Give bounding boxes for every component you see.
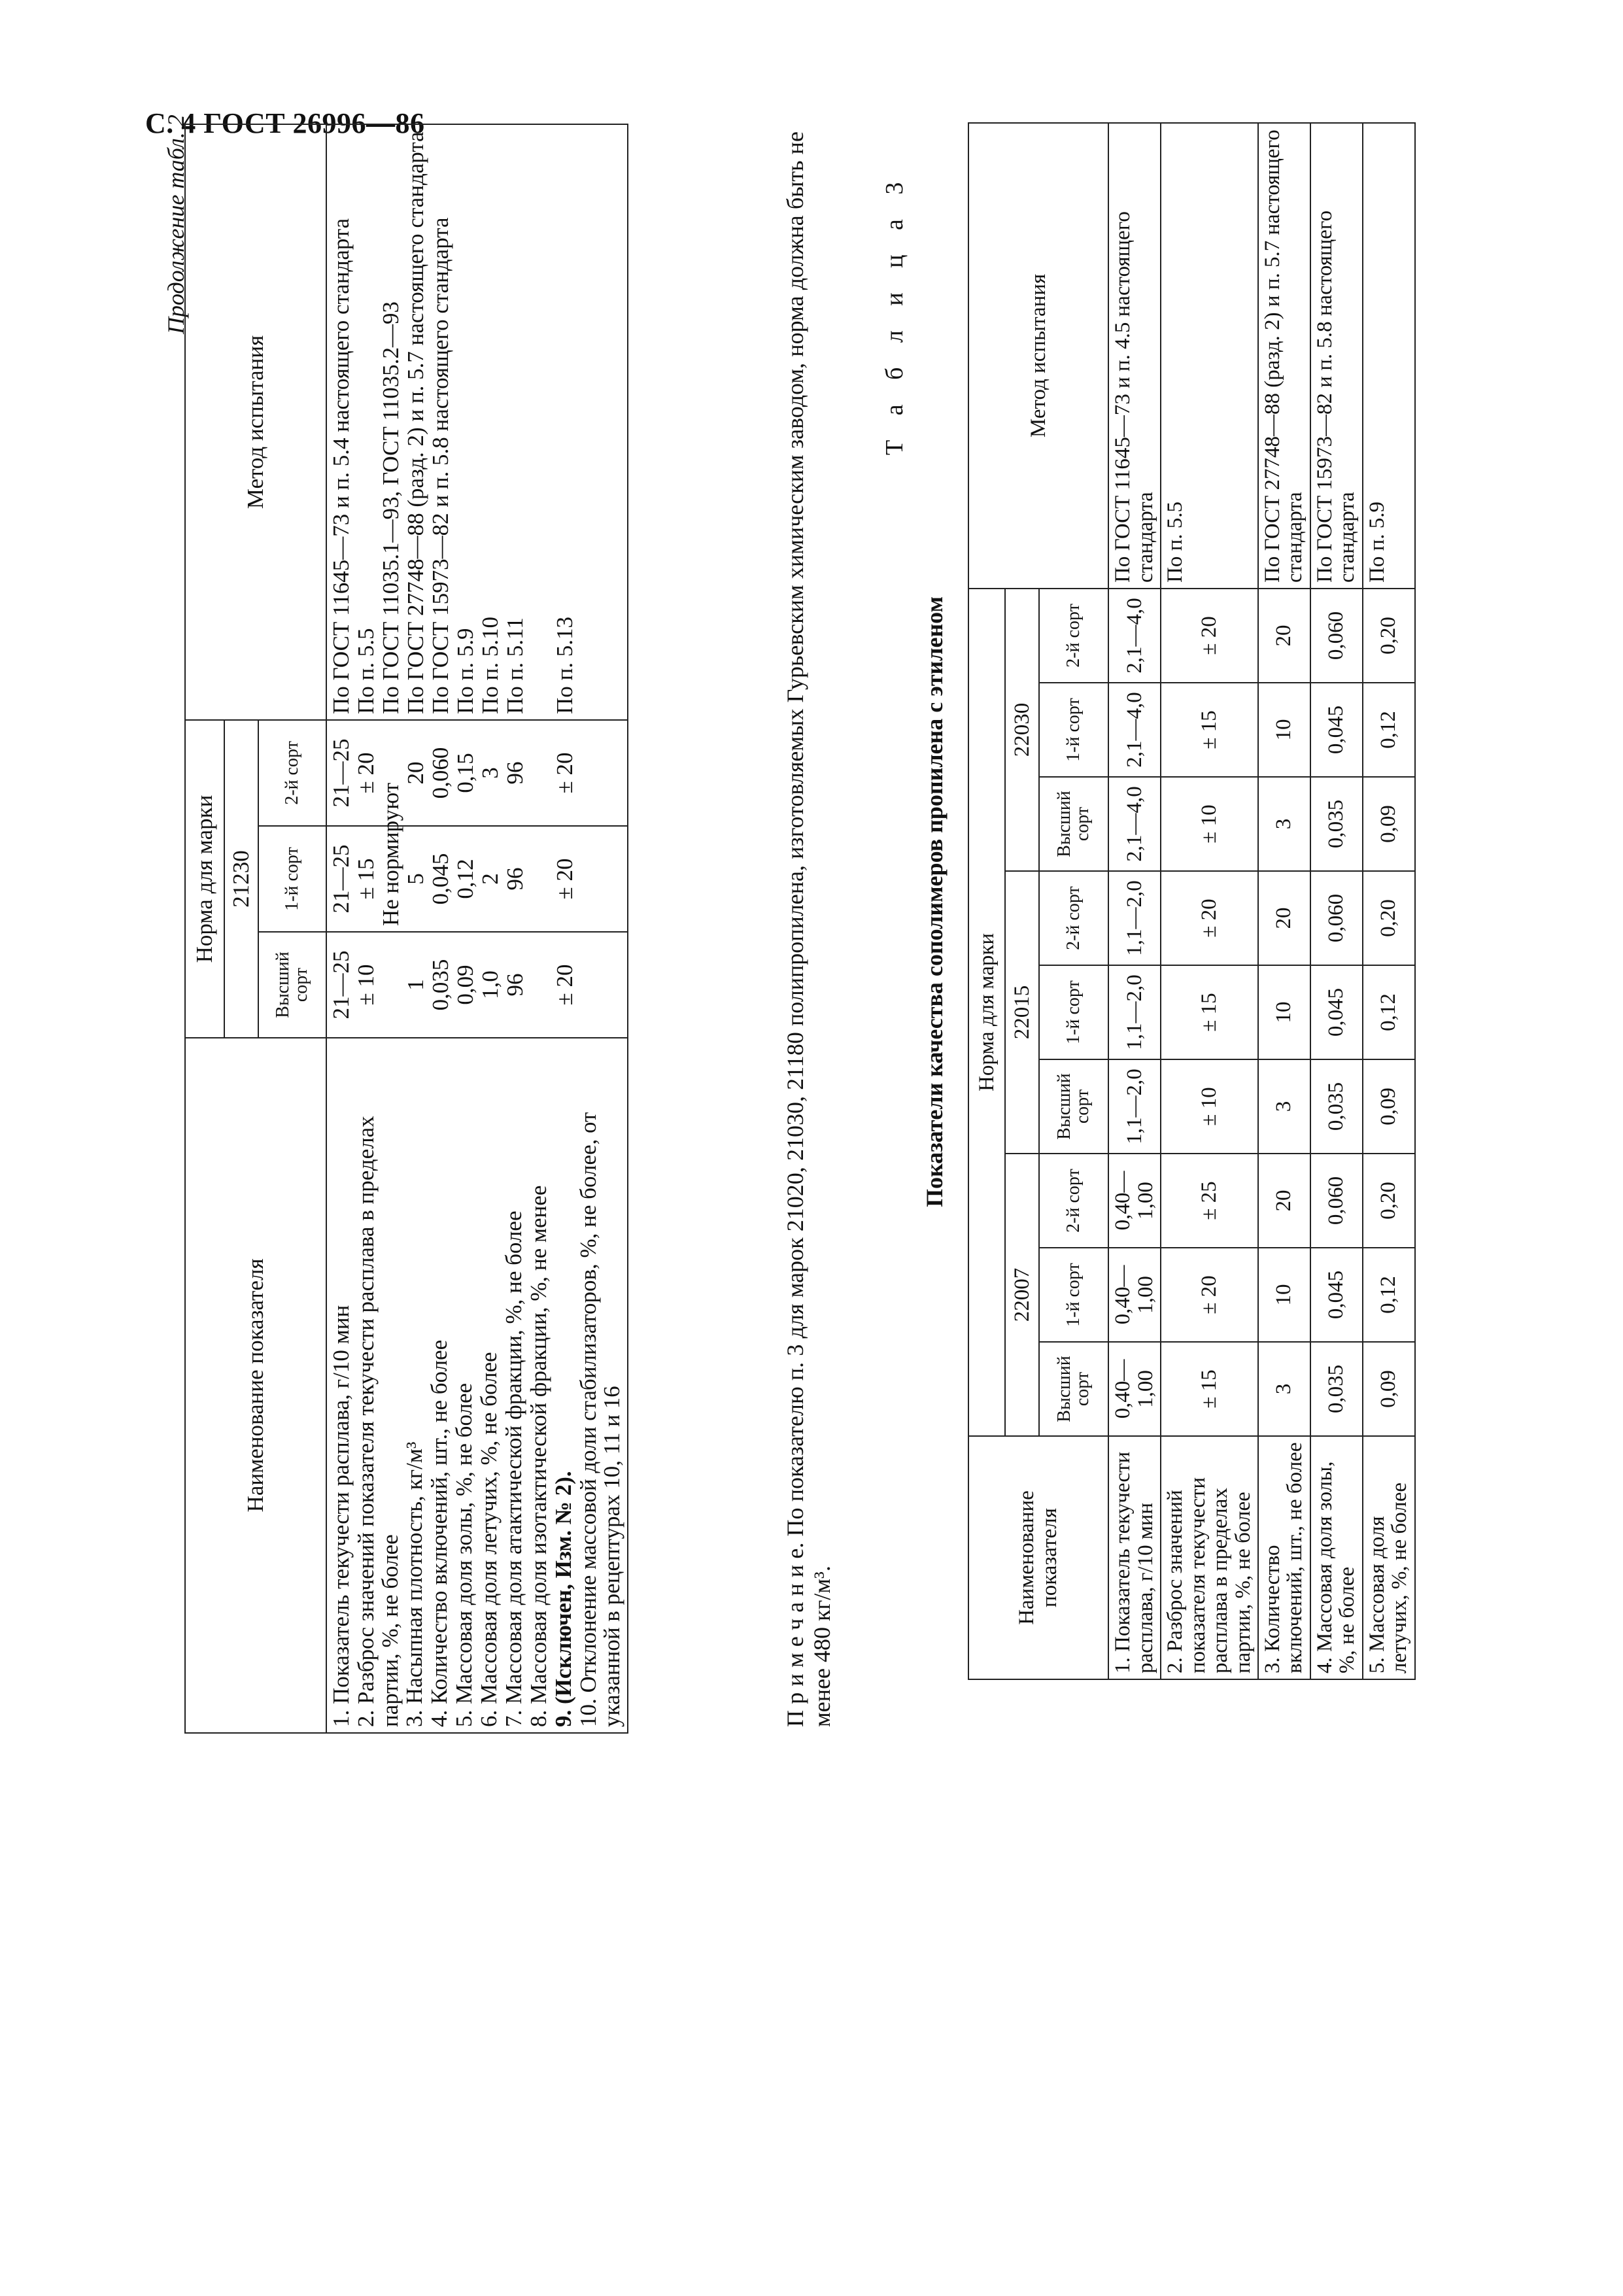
- t3-value: 20: [1258, 589, 1310, 683]
- t3-method: По ГОСТ 11645—73 и п. 4.5 настоящего стандарта: [1108, 123, 1161, 589]
- t3-sort: 2-й сорт: [1039, 871, 1108, 965]
- t3-value: 0,045: [1310, 683, 1363, 777]
- t3-value: 2,1—4,0: [1108, 683, 1161, 777]
- t2-method: По ГОСТ 11035.1—93, ГОСТ 11035.2—93: [378, 301, 403, 714]
- t2-val: ± 20: [552, 752, 577, 794]
- t2-row-name: 4. Количество включений, шт., не более: [426, 1339, 452, 1727]
- t2-val: [528, 726, 553, 820]
- t3-value: ± 20: [1161, 871, 1258, 965]
- t3-sort: 1-й сорт: [1039, 965, 1108, 1059]
- t2-val: 0,09: [453, 965, 478, 1005]
- t2-val: 0,15: [453, 753, 478, 793]
- table3-label: Т а б л и ц а 3: [881, 173, 908, 455]
- t2-method: По п. 5.13: [552, 616, 577, 714]
- t3-col-name: Наименование показателя: [968, 1436, 1108, 1679]
- t2-method: [528, 130, 553, 714]
- t2-val: 96: [502, 867, 528, 891]
- t2-val: 0,060: [428, 747, 453, 799]
- t3-sort: Высший сорт: [1039, 1342, 1108, 1436]
- t3-value: 0,12: [1363, 1248, 1415, 1342]
- t3-grade: 22030: [1005, 589, 1039, 871]
- table2: [184, 124, 628, 1734]
- table-row: [1310, 123, 1363, 1679]
- t2-sort-2: 2-й сорт: [258, 720, 326, 826]
- t2-val: 0,035: [428, 959, 453, 1011]
- t2-method: По п. 5.10: [477, 616, 503, 714]
- t3-row-name: 1. Показатель текучести расплава, г/10 мин: [1108, 1436, 1161, 1679]
- t3-method: По п. 5.5: [1161, 123, 1258, 589]
- t3-value: 0,20: [1363, 589, 1415, 683]
- table3-body: [1108, 123, 1415, 1679]
- t2-val: 21—25: [328, 738, 354, 808]
- table-row: [326, 124, 628, 1733]
- t3-sort: 2-й сорт: [1039, 1154, 1108, 1248]
- t3-value: 3: [1258, 777, 1310, 871]
- t3-value: 0,40—1,00: [1108, 1342, 1161, 1436]
- t3-sort: 1-й сорт: [1039, 1248, 1108, 1342]
- t3-value: 0,060: [1310, 589, 1363, 683]
- t3-value: 0,40—1,00: [1108, 1248, 1161, 1342]
- t3-value: ± 15: [1161, 965, 1258, 1059]
- table3-title: Показатели качества сополимеров пропилена с этиленом: [921, 596, 948, 1208]
- t2-sort-top: Высший сорт: [258, 932, 326, 1038]
- t3-value: ± 15: [1161, 683, 1258, 777]
- t2-val: 0,045: [428, 853, 453, 905]
- t2-method: По ГОСТ 27748—88 (разд. 2) и п. 5.7 настоящего стандарта: [403, 131, 428, 714]
- t2-row-name: 8. Массовая доля изотактической фракции, %, не менее: [525, 1185, 551, 1727]
- t2-merged-value: Не нормируют: [378, 782, 403, 926]
- t3-value: 10: [1258, 1248, 1310, 1342]
- t3-sort: Высший сорт: [1039, 777, 1108, 871]
- t2-val: [528, 832, 553, 926]
- table-row: [1161, 123, 1258, 1679]
- t2-method: По п. 5.11: [502, 617, 528, 714]
- t3-value: 1,1—2,0: [1108, 871, 1161, 965]
- t3-row-name: 4. Массовая доля золы, %, не более: [1310, 1436, 1363, 1679]
- t3-value: 0,20: [1363, 1154, 1415, 1248]
- t3-value: 3: [1258, 1342, 1310, 1436]
- t2-val: ± 20: [552, 858, 577, 900]
- t2-val: 5: [403, 873, 428, 885]
- t2-grade: 21230: [224, 720, 258, 1038]
- t3-value: 20: [1258, 871, 1310, 965]
- t3-value: 3: [1258, 1059, 1310, 1154]
- t3-value: 0,045: [1310, 965, 1363, 1059]
- t2-col-method: Метод испытания: [185, 124, 326, 720]
- t3-value: 0,035: [1310, 1342, 1363, 1436]
- t2-val: 96: [502, 973, 528, 997]
- t2-val: ± 20: [552, 964, 577, 1006]
- t3-value: ± 10: [1161, 777, 1258, 871]
- t3-value: 0,09: [1363, 1342, 1415, 1436]
- t2-val: 20: [403, 761, 428, 785]
- t3-value: 0,40—1,00: [1108, 1154, 1161, 1248]
- t3-row-name: 2. Разброс значений показателя текучести расплава в пределах партии, %, не более: [1161, 1436, 1258, 1679]
- t2-row-name: 1. Показатель текучести расплава, г/10 мин: [328, 1305, 354, 1727]
- t2-method: По ГОСТ 15973—82 и п. 5.8 настоящего стандарта: [428, 217, 453, 714]
- t2-col-norm: Норма для марки: [185, 720, 224, 1038]
- t2-sort-1: 1-й сорт: [258, 826, 326, 932]
- t3-value: 0,12: [1363, 683, 1415, 777]
- t3-method: По п. 5.9: [1363, 123, 1415, 589]
- t2-method: По ГОСТ 11645—73 и п. 5.4 настоящего стандарта: [328, 218, 354, 714]
- t2-val: [528, 938, 553, 1032]
- t3-value: 1,1—2,0: [1108, 1059, 1161, 1154]
- t3-value: 0,12: [1363, 965, 1415, 1059]
- t3-value: 10: [1258, 965, 1310, 1059]
- t3-sort: 2-й сорт: [1039, 589, 1108, 683]
- t3-value: 20: [1258, 1154, 1310, 1248]
- t3-value: 2,1—4,0: [1108, 589, 1161, 683]
- t2-val: 1,0: [477, 970, 503, 999]
- t3-value: 0,060: [1310, 871, 1363, 965]
- t2-val: 0,12: [453, 859, 478, 899]
- table-row: [1258, 123, 1310, 1679]
- t2-val: 2: [477, 873, 503, 885]
- t3-value: 0,045: [1310, 1248, 1363, 1342]
- t3-value: 1,1—2,0: [1108, 965, 1161, 1059]
- t2-row-name: 9. (Исключен, Изм. № 2).: [550, 1471, 576, 1727]
- t2-val: 21—25: [328, 844, 354, 914]
- t3-value: 0,09: [1363, 1059, 1415, 1154]
- t2-row-name: 3. Насыпная плотность, кг/м³: [401, 1441, 427, 1727]
- t2-val: 21—25: [328, 950, 354, 1019]
- table2-continuation: Продолжение табл. 2: [163, 114, 189, 334]
- t3-value: ± 20: [1161, 589, 1258, 683]
- t3-row-name: 5. Массовая доля летучих, %, не более: [1363, 1436, 1415, 1679]
- table-row: [1108, 123, 1161, 1679]
- t2-row-name: 10. Отклонение массовой доли стабилизаторов, %, не более, от указанной в рецептурах 10, 11 и 16: [575, 1112, 625, 1727]
- t3-grade: 22015: [1005, 871, 1039, 1154]
- t3-sort: 1-й сорт: [1039, 683, 1108, 777]
- t2-val: 96: [502, 761, 528, 785]
- t3-sort: Высший сорт: [1039, 1059, 1108, 1154]
- t3-value: 0,09: [1363, 777, 1415, 871]
- t3-value: 0,035: [1310, 777, 1363, 871]
- t2-val: [379, 938, 404, 1032]
- t2-row-name: 2. Разброс значений показателя текучести расплава в пределах партии, %, не более: [353, 1116, 403, 1727]
- t3-value: ± 10: [1161, 1059, 1258, 1154]
- t2-val: ± 20: [353, 752, 379, 794]
- table3: [968, 122, 1416, 1680]
- table-row: [1363, 123, 1415, 1679]
- t3-row-name: 3. Количество включений, шт., не более: [1258, 1436, 1310, 1679]
- t3-value: ± 25: [1161, 1154, 1258, 1248]
- t2-row-name: 6. Массовая доля летучих, %, не более: [475, 1352, 502, 1727]
- t2-col-name: Наименование показателя: [185, 1038, 326, 1733]
- t2-row-name: 5. Массовая доля золы, %, не более: [451, 1382, 477, 1727]
- t3-col-norm: Норма для марки: [968, 589, 1005, 1436]
- t3-method: По ГОСТ 27748—88 (разд. 2) и п. 5.7 настоящего стандарта: [1258, 123, 1310, 589]
- t2-val: 3: [477, 767, 503, 779]
- t2-method: По п. 5.9: [453, 628, 478, 714]
- page-header: С. 4 ГОСТ 26996—86: [145, 107, 425, 139]
- t3-value: 0,060: [1310, 1154, 1363, 1248]
- t3-value: 2,1—4,0: [1108, 777, 1161, 871]
- t3-grade: 22007: [1005, 1154, 1039, 1436]
- t2-val: 1: [403, 979, 428, 991]
- t3-col-method: Метод испытания: [968, 123, 1108, 589]
- t2-val: ± 10: [353, 964, 379, 1006]
- t3-value: ± 15: [1161, 1342, 1258, 1436]
- t3-value: 10: [1258, 683, 1310, 777]
- t3-value: 0,20: [1363, 871, 1415, 965]
- t2-row-name: 7. Массовая доля атактической фракции, %, не более: [500, 1210, 526, 1727]
- t3-value: ± 20: [1161, 1248, 1258, 1342]
- t3-method: По ГОСТ 15973—82 и п. 5.8 настоящего стандарта: [1310, 123, 1363, 589]
- table2-note: П р и м е ч а н и е. По показателю п. 3 для марок 21020, 21030, 21180 полипропилена, изготовляемых Гурьевским химическим заводом, норма должна быть не менее 480 кг/м³.: [782, 131, 836, 1727]
- t2-method: По п. 5.5: [353, 628, 379, 714]
- t3-value: 0,035: [1310, 1059, 1363, 1154]
- t2-val: ± 15: [353, 858, 379, 900]
